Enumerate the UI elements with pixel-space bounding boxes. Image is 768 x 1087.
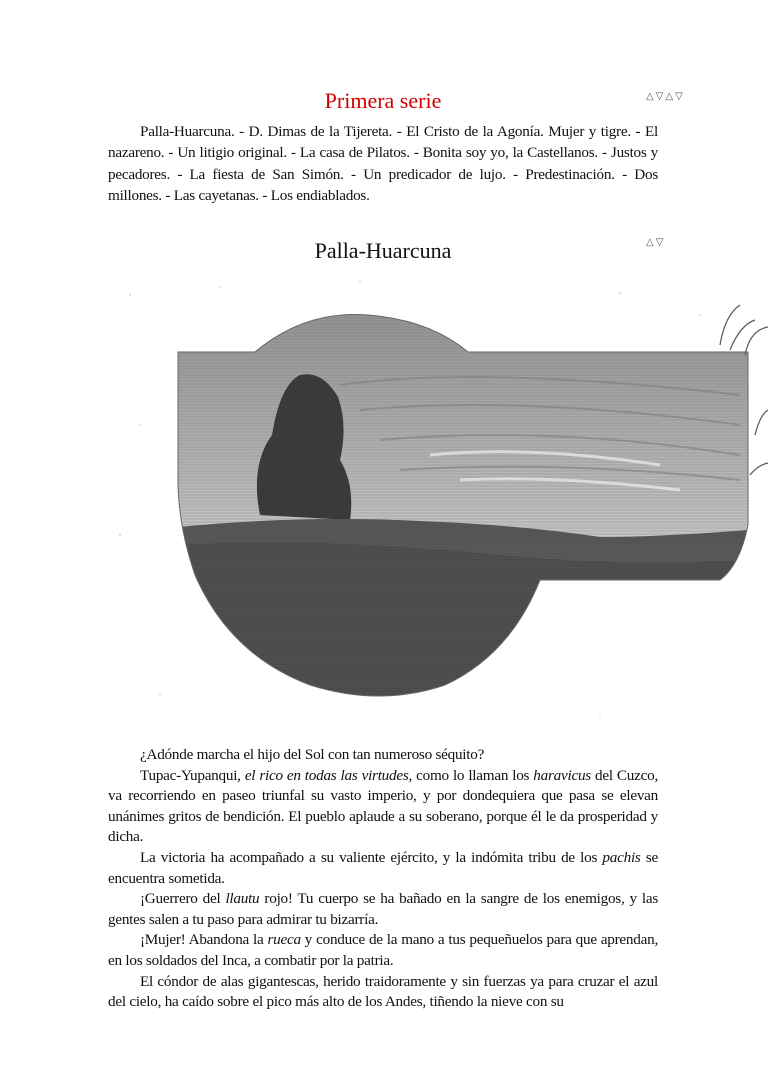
engraving-illustration — [100, 275, 768, 730]
down-arrow-icon[interactable]: ▽ — [655, 91, 664, 102]
series-title: Primera serie — [324, 88, 442, 113]
italic-term: haravicus — [533, 766, 591, 784]
down-arrow-icon[interactable]: ▽ — [675, 91, 683, 102]
series-index — [108, 121, 658, 206]
italic-phrase: el rico en todas las virtudes — [244, 766, 409, 784]
paragraph-1: ¿Adónde marcha el hijo del Sol con tan numeroso séquito? — [140, 746, 485, 763]
section-title: Palla-Huarcuna — [314, 238, 452, 263]
up-arrow-icon[interactable]: △ — [646, 91, 654, 102]
paragraph-3: La victoria ha acompañado a su valiente ejército, y la indómita tribu de los pachis se encuentra sometida. — [108, 848, 658, 887]
italic-term: rueca — [267, 931, 301, 949]
paragraph-6: El cóndor de alas gigantescas, herido traidoramente y sin fuerzas ya para cruzar el azul del cielo, ha caído sobre el pico más alto de los Andes, tiñendo la nieve con su — [108, 972, 658, 1011]
paragraph-5: ¡Mujer! Abandona la rueca y conduce de la mano a tus pequeñuelos para que aprendan, en los soldados del Inca, a combatir por la patria. — [108, 931, 658, 969]
italic-term: llautu — [225, 890, 260, 908]
paragraph-2: Tupac-Yupanqui, el rico en todas las virtudes, como lo llaman los haravicus del Cuzco, va recorriendo en paseo triunfal su vasto imperio, y por dondequiera que pasa se elevan unánimes gritos de bendición. El pueblo aplaude a su soberano, porque él le da prosperidad y dicha. — [108, 766, 659, 846]
italic-term: pachis — [602, 848, 641, 866]
up-arrow-icon[interactable]: △ — [665, 91, 674, 102]
up-arrow-icon[interactable]: △ — [646, 237, 654, 248]
story-body — [108, 745, 658, 1013]
series-index-text: Palla-Huarcuna. - D. Dimas de la Tijereta. - El Cristo de la Agonía. Mujer y tigre. - El nazareno. - Un litigio original. - La casa de Pilatos. - Bonita soy yo, la Castellanos. - Justos y pecadores. - La fiesta de San Simón. - Un predicador de lujo. - Predestinación. - Dos millones. - Las cayetanas. - Los endiablados. — [108, 123, 658, 204]
paragraph-4: ¡Guerrero del llautu rojo! Tu cuerpo se ha bañado en la sangre de los enemigos, y las gentes salen a tu paso para admirar tu bizarría. — [108, 890, 658, 928]
down-arrow-icon[interactable]: ▽ — [655, 237, 664, 248]
